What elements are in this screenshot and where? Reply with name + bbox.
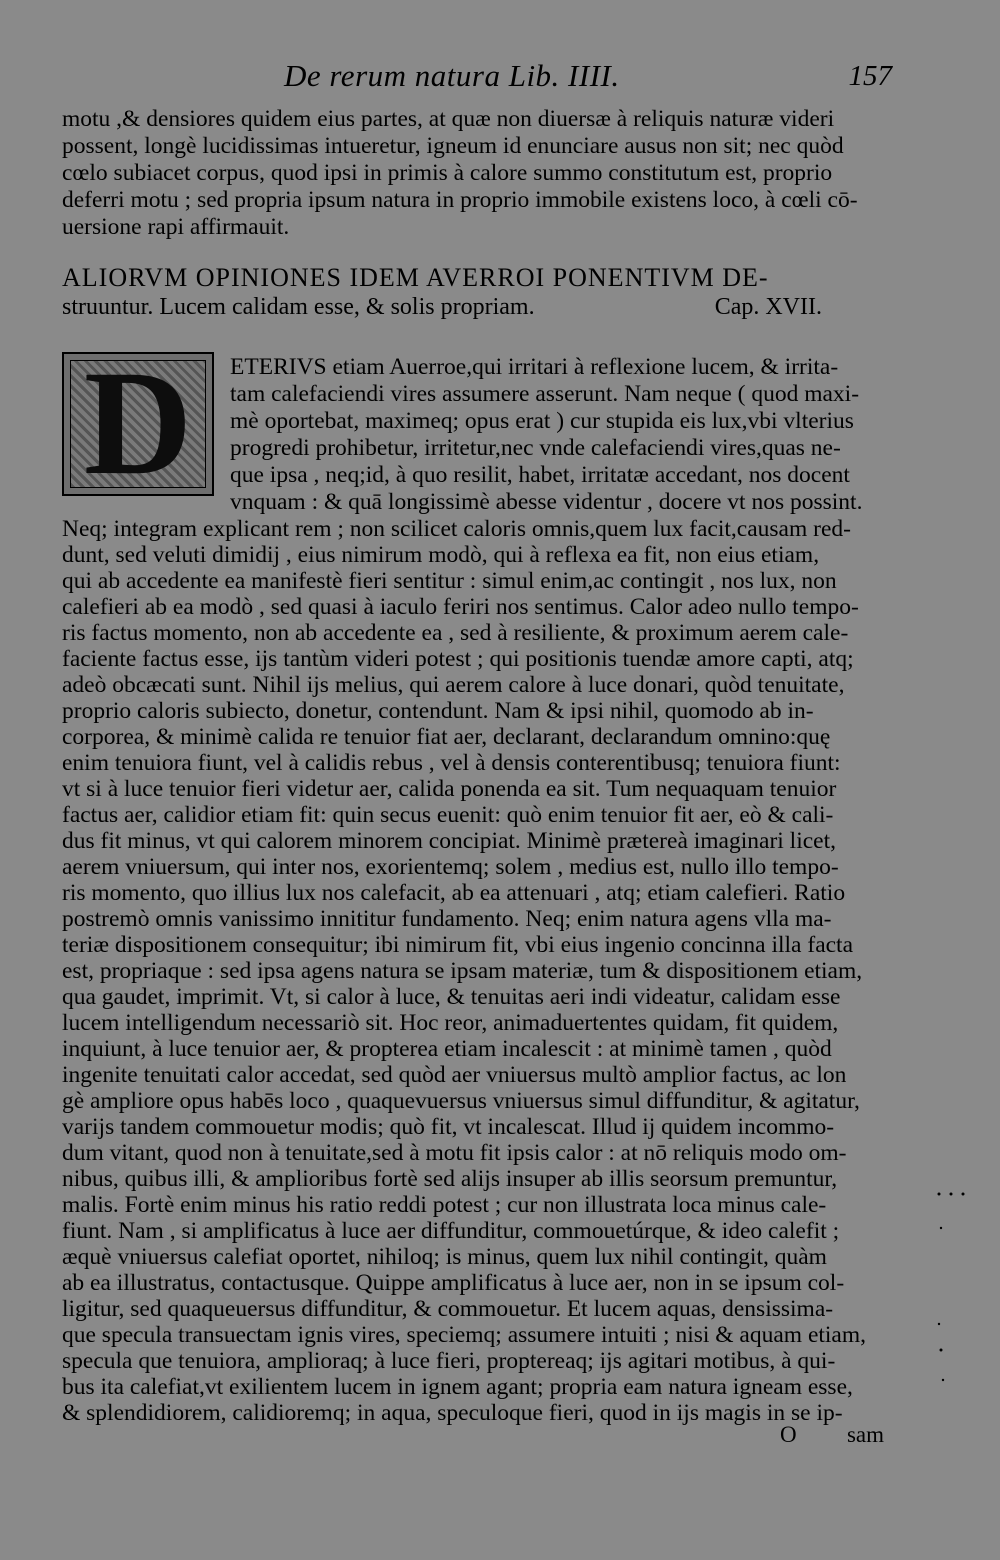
text-line: qui ab accedente ea manifestè fieri sentitur : simul enim,ac contingit , nos lux, non: [62, 568, 837, 594]
text-line: vnquam : & quā longissimè abesse videntur , docere vt nos possint.: [230, 489, 863, 515]
text-line: ris momento, quo illius lux nos calefacit, ab ea attenuari , atq; etiam calefieri. Ratio: [62, 880, 846, 906]
text-line: que ipsa , neq;id, à quo resilit, habet, irritatæ accedant, nos docent: [230, 462, 850, 488]
text-line: ingenite tenuitati calor accedat, sed quòd aer vniuersus multò amplior factus, ac lon: [62, 1062, 847, 1088]
text-line: varijs tandem commouetur modis; quò fit, vt incalescat. Illud ij quidem incommo-: [62, 1114, 835, 1140]
text-line: ab ea illustratus, contactusque. Quippe amplificatus à luce aer, non in se ipsum col-: [62, 1270, 845, 1296]
text-line: ETERIVS etiam Auerroe,qui irritari à reflexione lucem, & irrita-: [230, 354, 839, 380]
text-line: aerem vniuersum, qui inter nos, exorientemq; solem , medius est, nullo illo tempo-: [62, 854, 839, 880]
text-line: qua gaudet, imprimit. Vt, si calor à luce, & tenuitas aeri indi videatur, calidam esse: [62, 984, 841, 1010]
text-line: deferri motu ; sed propria ipsum natura in proprio immobile existens loco, à cœli cō-: [62, 187, 858, 213]
text-line: vt si à luce tenuior fieri videtur aer, calida ponenda ea sit. Tum nequaquam tenuior: [62, 776, 837, 802]
text-line: corporea, & minimè calida re tenuior fiat aer, declarant, declarandum omnino:quę: [62, 724, 831, 750]
running-head: [62, 58, 892, 98]
text-line: nibus, quibus illi, & amplioribus fortè sed alijs insuper ab illis seorsum premuntur,: [62, 1166, 838, 1192]
text-line: ris factus momento, non ab accedente ea , sed à resiliente, & proximum aerem cale-: [62, 620, 849, 646]
text-line: inquiunt, à luce tenuior aer, & propterea etiam incalescit : at minimè tamen , quòd: [62, 1036, 832, 1062]
text-line: progredi prohibetur, irritetur,nec vnde calefaciendi vires,quas ne-: [230, 435, 841, 461]
text-line: est, propriaque : sed ipsa agens natura se ipsam materiæ, tum & dispositionem etiam,: [62, 958, 863, 984]
text-line: tam calefaciendi vires assumere asserunt. Nam neque ( quod maxi-: [230, 381, 860, 407]
text-line: factus aer, calidior etiam fit: quin secus euenit: quò enim tenuior fit aer, eò & cali-: [62, 802, 834, 828]
text-line: postremò omnis vanissimo innititur fundamento. Neq; enim natura agens vlla ma-: [62, 906, 832, 932]
text-line: gè ampliore opus habēs loco , quaquevuersus vniuersus simul diffunditur, & agitatur,: [62, 1088, 860, 1114]
chapter-label: Cap. XVII.: [714, 294, 822, 320]
text-line: lucem intelligendum necessariò sit. Hoc reor, animaduertentes quidam, fit quidem,: [62, 1010, 839, 1036]
running-title: De rerum natura Lib. IIII.: [284, 58, 620, 93]
text-line: faciente factus esse, ijs tantùm videri potest ; qui positionis tuendæ amore capti, atq;: [62, 646, 854, 672]
text-line: uersione rapi affirmauit.: [62, 214, 290, 240]
text-line: bus ita calefiat,vt exilientem lucem in ignem agant; propria eam natura igneam esse,: [62, 1374, 853, 1400]
text-line: calefieri ab ea modò , sed quasi à iaculo feriri nos sentimus. Calor adeo nullo tempo-: [62, 594, 859, 620]
text-line: adeò obcæcati sunt. Nihil ijs melius, qui aerem calore à luce donari, quòd tenuitate,: [62, 672, 845, 698]
margin-specks: [935, 1190, 975, 1397]
text-line: fiunt. Nam , si amplificatus à luce aer diffunditur, commouetúrque, & ideo calefit ;: [62, 1218, 840, 1244]
chapter-subtitle: struuntur. Lucem calidam esse, & solis propriam.: [62, 294, 535, 320]
text-line: dum vitant, quod non à tenuitate,sed à motu fit ipsis calor : at nō reliquis modo om-: [62, 1140, 847, 1166]
decorated-initial: [62, 340, 214, 506]
text-line: dunt, sed veluti dimidij , eius nimirum modò, qui à reflexa ea fit, non eius etiam,: [62, 542, 820, 568]
page-footer: [62, 1422, 892, 1452]
text-line: specula que tenuiora, amplioraq; à luce fieri, proptereaq; ijs agitari motibus, à qui-: [62, 1348, 836, 1374]
text-line: ligitur, sed quaqueuersus diffunditur, & commouetur. Et lucem aquas, densissima-: [62, 1296, 834, 1322]
text-line: dus fit minus, vt qui calorem minorem concipiat. Minimè prætereà imaginari licet,: [62, 828, 836, 854]
initial-letter: D: [83, 340, 193, 506]
page-number: 157: [848, 60, 892, 92]
text-line: teriæ dispositionem consequitur; ibi nimirum fit, vbi eius ingenio concinna illa facta: [62, 932, 854, 958]
text-line: possent, longè lucidissimas intueretur, igneum id enunciare ausus non sit; nec quòd: [62, 133, 844, 159]
text-line: proprio caloris subiecto, donetur, contendunt. Nam & ipsi nihil, quomodo ab in-: [62, 698, 814, 724]
text-line: motu ,& densiores quidem eius partes, at quæ non diuersæ à reliquis naturæ videri: [62, 106, 835, 132]
signature-mark: O: [780, 1422, 797, 1447]
text-line: cœlo subiacet corpus, quod ipsi in primis à calore summo constitutum est, proprio: [62, 160, 833, 186]
chapter-heading-line-1: ALIORVM OPINIONES IDEM AVERROI PONENTIVM DE-: [62, 263, 769, 292]
text-line: malis. Fortè enim minus his ratio reddi potest ; cur non illustrata loca minus cale-: [62, 1192, 827, 1218]
catchword: sam: [846, 1422, 884, 1447]
text-line: & splendidiorem, calidioremq; in aqua, speculoque fieri, quod in ijs magis in se ip-: [62, 1400, 843, 1426]
text-line: enim tenuiora fiunt, vel à calidis rebus , vel à densis conterentibusq; tenuiora fiunt:: [62, 750, 841, 776]
text-line: que specula transuectam ignis vires, speciemq; assumere intuiti ; nisi & aquam etiam,: [62, 1322, 867, 1348]
text-line: mè oportebat, maximeq; opus erat ) cur stupida eis lux,vbi vlterius: [230, 408, 854, 434]
ink-specks: [935, 1190, 975, 1390]
text-line: æquè vniuersus calefiat oportet, nihiloq; is minus, quem lux nihil contingit, quàm: [62, 1244, 827, 1270]
text-line: Neq; integram explicant rem ; non scilicet caloris omnis,quem lux facit,causam red-: [62, 516, 851, 542]
chapter-heading-line-2: [62, 293, 892, 321]
